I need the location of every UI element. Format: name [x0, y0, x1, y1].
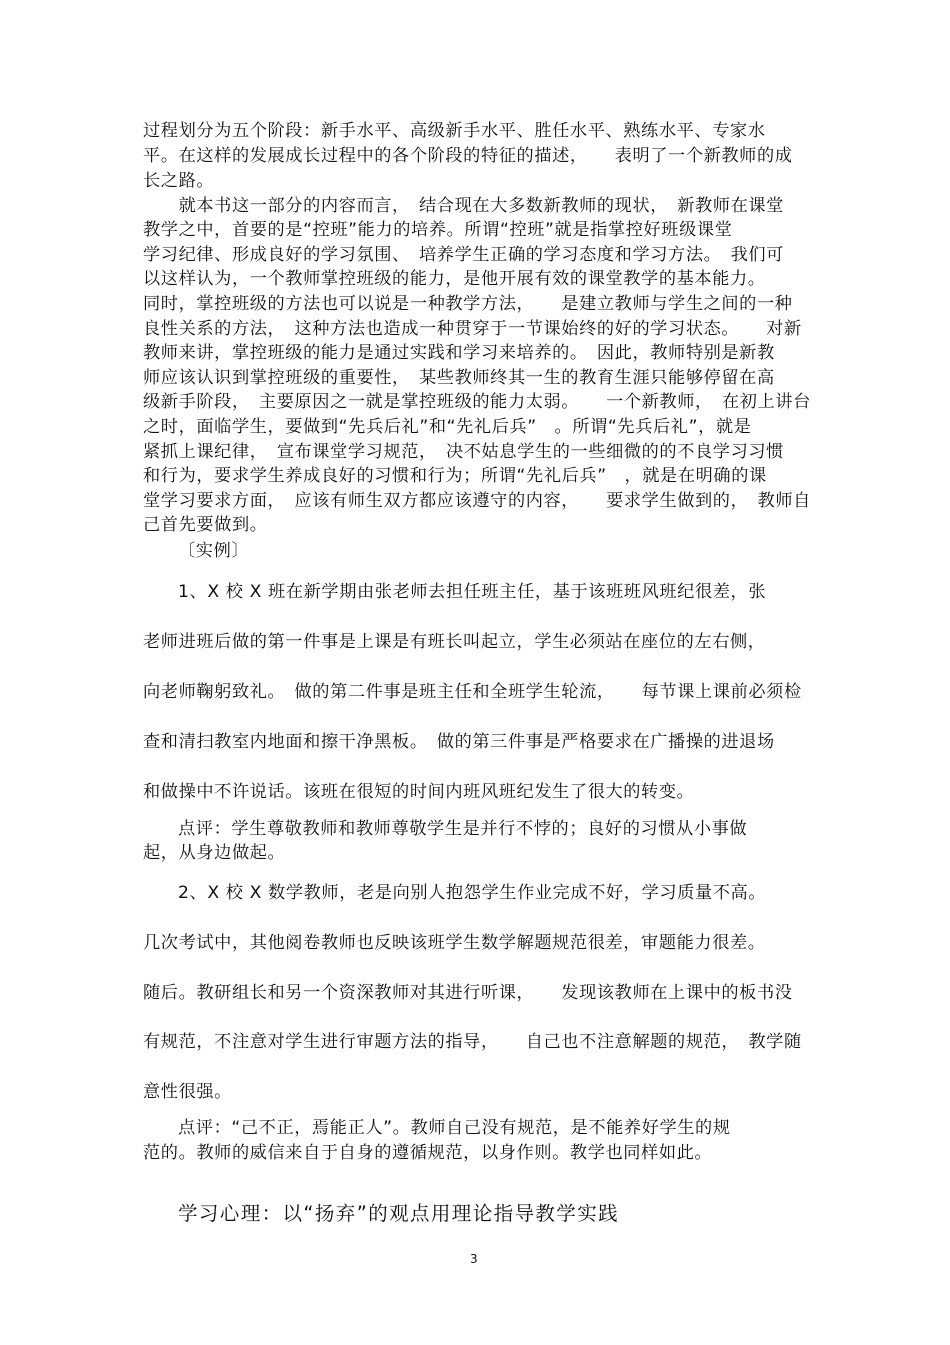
body-line: 教师来讲，掌控班级的能力是通过实践和学习来培养的。 因此，教师特别是新教 [143, 343, 775, 363]
body-line: 级新手阶段， 主要原因之一就是掌控班级的能力太弱。 一个新教师， 在初上讲台 [143, 392, 811, 412]
example1-comment-line: 点评：学生尊敬教师和教师尊敬学生是并行不悖的；良好的习惯从小事做 [178, 819, 748, 839]
page-number: 3 [470, 1252, 478, 1266]
intro-line: 平。在这样的发展成长过程中的各个阶段的特征的描述， 表明了一个新教师的成 [143, 146, 793, 166]
intro-line: 长之路。 [143, 171, 215, 191]
body-line: 教学之中，首要的是“控班”能力的培养。所谓“控班”就是指掌控好班级课堂 [143, 220, 733, 240]
body-line: 同时，掌控班级的方法也可以说是一种教学方法， 是建立教师与学生之间的一种 [143, 294, 793, 314]
example1-line: 1、X 校 X 班在新学期由张老师去担任班主任，基于该班班风班纪很差，张 [178, 582, 767, 602]
body-line: 之时，面临学生，要做到“先兵后礼”和“先礼后兵” 。所谓“先兵后礼”，就是 [143, 417, 752, 437]
body-line: 学习纪律、形成良好的学习氛围、 培养学生正确的学习态度和学习方法。 我们可 [143, 245, 784, 265]
example2-comment-line: 点评：“己不正，焉能正人”。教师自己没有规范，是不能养好学生的规 [178, 1118, 731, 1138]
example1-line: 向老师鞠躬致礼。 做的第二件事是班主任和全班学生轮流， 每节课上课前必须检 [143, 682, 802, 702]
example2-line: 意性很强。 [143, 1082, 232, 1102]
body-line: 己首先要做到。 [143, 515, 268, 535]
example1-line: 和做操中不许说话。该班在很短的时间内班风班纪发生了很大的转变。 [143, 782, 695, 802]
example2-line: 有规范，不注意对学生进行审题方法的指导， 自己也不注意解题的规范， 教学随 [143, 1032, 802, 1052]
example1-line: 查和清扫教室内地面和擦干净黑板。 做的第三件事是严格要求在广播操的进退场 [143, 732, 775, 752]
example2-line: 随后。教研组长和另一个资深教师对其进行听课， 发现该教师在上课中的板书没 [143, 983, 793, 1003]
body-line: 师应该认识到掌控班级的重要性， 某些教师终其一生的教育生涯只能够停留在高 [143, 368, 775, 388]
example2-line: 几次考试中，其他阅卷教师也反映该班学生数学解题规范很差，审题能力很差。 [143, 933, 766, 953]
body-line: 就本书这一部分的内容而言， 结合现在大多数新教师的现状， 新教师在课堂 [143, 196, 784, 216]
example-heading: 〔实例〕 [178, 541, 250, 561]
body-line: 以这样认为，一个教师掌控班级的能力，是他开展有效的课堂教学的基本能力。 [143, 269, 766, 289]
body-line: 堂学习要求方面， 应该有师生双方都应该遵守的内容， 要求学生做到的， 教师自 [143, 491, 811, 511]
example1-comment-line: 起，从身边做起。 [143, 843, 286, 863]
body-line: 和行为，要求学生养成良好的习惯和行为；所谓“先礼后兵” ，就是在明确的课 [143, 466, 767, 486]
example1-line: 老师进班后做的第一件事是上课是有班长叫起立，学生必须站在座位的左右侧， [143, 632, 766, 652]
example2-line: 2、X 校 X 数学教师，老是向别人抱怨学生作业完成不好，学习质量不高。 [178, 883, 767, 903]
body-line: 紧抓上课纪律， 宣布课堂学习规范， 决不姑息学生的一些细微的的不良学习习惯 [143, 442, 784, 462]
body-line: 良性关系的方法， 这种方法也造成一种贯穿于一节课始终的好的学习状态。 对新 [143, 319, 802, 339]
example2-comment-line: 范的。教师的威信来自于自身的遵循规范，以身作则。教学也同样如此。 [143, 1143, 713, 1163]
section-heading: 学习心理：以“扬弃”的观点用理论指导教学实践 [178, 1202, 620, 1225]
intro-line: 过程划分为五个阶段：新手水平、高级新手水平、胜任水平、熟练水平、专家水 [143, 121, 766, 141]
